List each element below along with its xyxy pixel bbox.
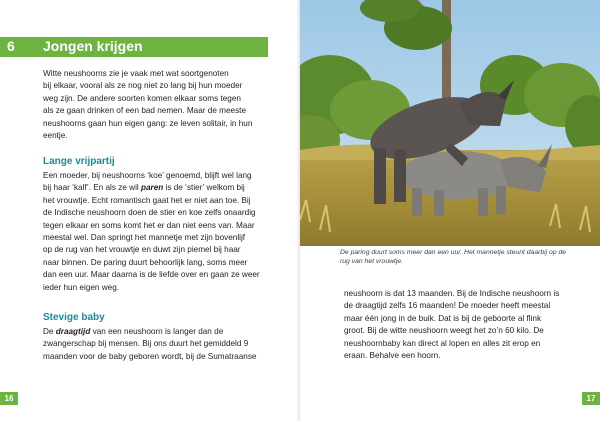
left-page [0, 0, 298, 421]
body-line: eraan. Behalve een hoorn. [344, 351, 441, 361]
section1-line: ieder hun eigen weg. [43, 282, 120, 292]
glossary-term: draagtijd [55, 327, 91, 336]
section2-line: maanden voor de baby geboren wordt, bij de Sumatraanse [43, 351, 257, 361]
right-paragraph [344, 288, 582, 362]
section1-line: Een moeder, bij neushoorns ‘koe’ genoemd, blijft wel lang [43, 171, 252, 180]
intro-line: als ze gaan drinken of een bad nemen. Maar de meeste [43, 106, 246, 116]
section1-line: tegen elkaar en soms komt het er dan niet eens van. Maar [43, 220, 255, 230]
page-number-left: 16 [0, 392, 18, 405]
photo-illustration [300, 0, 600, 246]
section2-line: zwangerschap bij mensen. Bij ons duurt het gemiddeld 9 [43, 339, 249, 349]
section2-line: De draagtijd van een neushoorn is langer dan de [43, 327, 224, 336]
photo-caption [340, 248, 596, 266]
section-heading-stevige-baby: Stevige baby [43, 312, 105, 323]
page-number-right: 17 [582, 392, 600, 405]
section1-line: naar binnen. De paring duurt behoorlijk lang, soms meer [43, 257, 248, 267]
intro-line: bij elkaar, vooral als ze nog niet zo lang bij hun moeder [43, 81, 243, 91]
caption-line: rug van het vrouwtje. [340, 258, 404, 265]
chapter-header-bar [0, 37, 268, 57]
intro-line: weg zijn. De andere soorten komen elkaar soms tegen [43, 93, 241, 103]
chapter-number: 6 [7, 38, 15, 54]
section1-line: bij haar ‘kalf’. En als ze wil paren is de ‘stier’ welkom bij [43, 183, 245, 193]
caption-line: De paring duurt soms meer dan een uur. Het mannetje steunt daarbij op de [340, 249, 567, 256]
chapter-title: Jongen krijgen [43, 38, 143, 54]
section2-paragraph [43, 326, 283, 363]
section1-line: meestal wel. Dan springt het mannetje met zijn bovenlijf [43, 233, 246, 243]
body-line: neushoorn is dat 13 maanden. Bij de Indische neushoorn is [344, 289, 560, 298]
body-line: maar één jong in de buik. Dat is bij de geboorte al flink [344, 313, 542, 323]
body-line: neushoornbaby kan direct al lopen en alles zit erop en [344, 338, 541, 348]
right-page [300, 0, 600, 421]
glossary-term: paren [140, 183, 164, 193]
intro-paragraph [43, 68, 283, 142]
section1-line: op de rug van het vrouwtje en duwt zijn piemel bij haar [43, 245, 241, 255]
section-heading-lange-vrijpartij: Lange vrijpartij [43, 156, 115, 167]
section1-line: de Indische neushoorn doen de stier en koe zelfs onaardig [43, 208, 256, 218]
rhino-mating-photo [300, 0, 600, 246]
section1-paragraph [43, 170, 283, 294]
intro-line: Witte neushoorns zie je vaak met wat soortgenoten [43, 69, 229, 78]
section1-line: het vrouwtje. Echt romantisch gaat het er niet aan toe. Bij [43, 195, 251, 205]
body-line: de draagtijd zelfs 16 maanden! De moeder heeft meestal [344, 301, 551, 311]
body-line: groot. Bij de witte neushoorn weegt het zo’n 60 kilo. De [344, 326, 544, 336]
intro-line: neushoorns gaan hun eigen gang: ze leven solitair, in hun [43, 118, 253, 128]
intro-line: eentje. [43, 131, 68, 141]
section1-line: dan een uur. Maar daarna is de liefde over en gaan ze weer [43, 270, 260, 280]
